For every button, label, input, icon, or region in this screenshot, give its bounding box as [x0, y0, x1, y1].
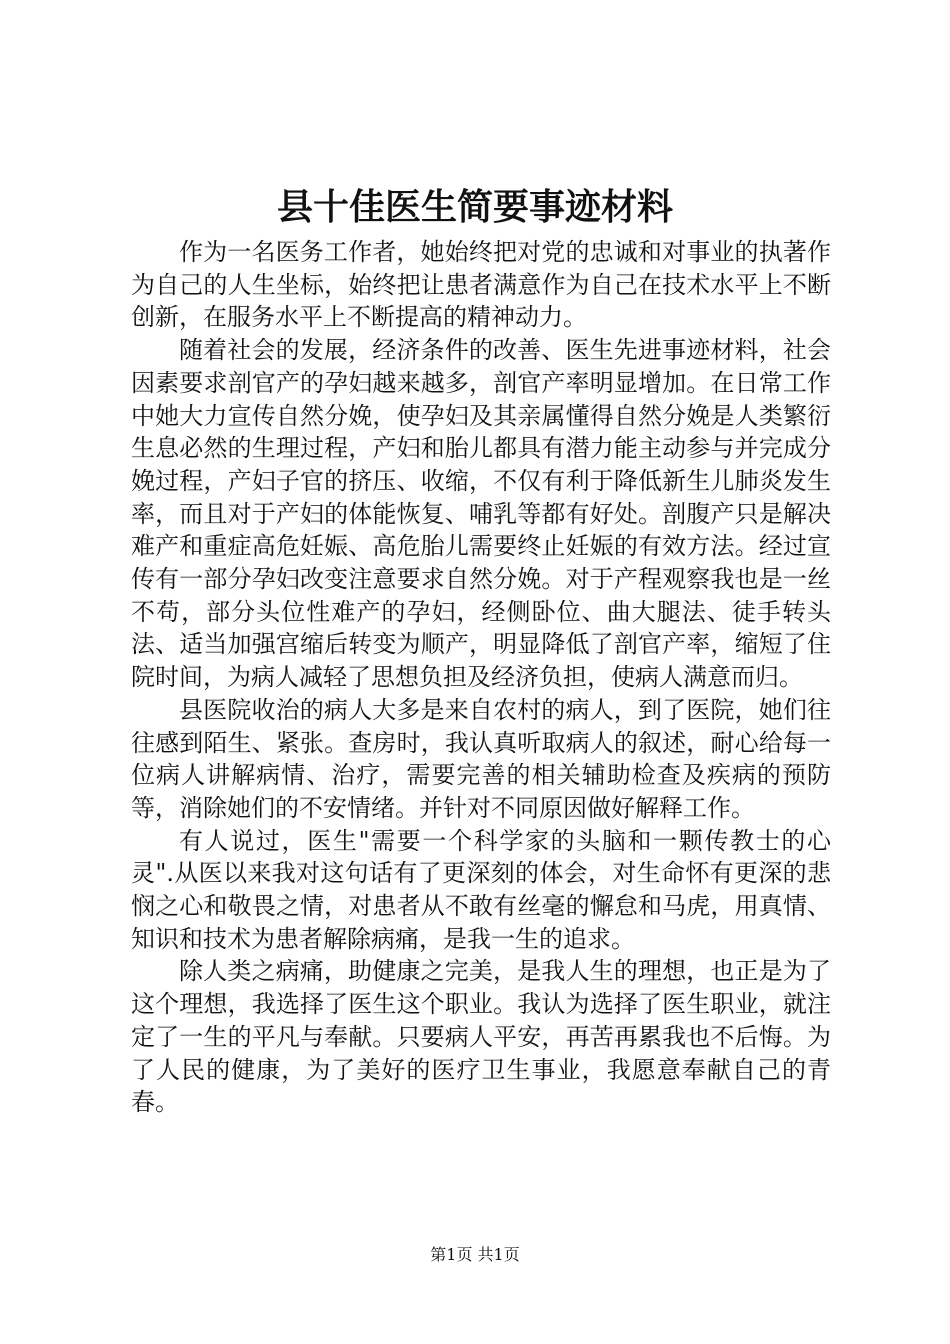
paragraph-1: 作为一名医务工作者，她始终把对党的忠诚和对事业的执著作为自己的人生坐标，始终把让患者满意作为自己在技术水平上不断创新，在服务水平上不断提高的精神动力。 — [131, 238, 831, 332]
paragraph-5: 除人类之病痛，助健康之完美，是我人生的理想，也正是为了这个理想，我选择了医生这个职业。我认为选择了医生职业，就注定了一生的平凡与奉献。只要病人平安，再苦再累我也不后悔。为了人民的健康，为了美好的医疗卫生事业，我愿意奉献自己的青春。 — [131, 957, 831, 1117]
paragraph-4: 有人说过，医生"需要一个科学家的头脑和一颗传教士的心灵".从医以来我对这句话有了更深刻的体会，对生命怀有更深的悲悯之心和敬畏之情，对患者从不敢有丝毫的懈怠和马虎，用真情、知识和技术为患者解除病痛，是我一生的追求。 — [131, 826, 831, 953]
paragraph-3: 县医院收治的病人大多是来自农村的病人，到了医院，她们往往感到陌生、紧张。查房时，我认真听取病人的叙述，耐心给每一位病人讲解病情、治疗，需要完善的相关辅助检查及疾病的预防等，消除她们的不安情绪。并针对不同原因做好解释工作。 — [131, 695, 831, 822]
paragraph-2: 随着社会的发展，经济条件的改善、医生先进事迹材料，社会因素要求剖官产的孕妇越来越多，剖官产率明显增加。在日常工作中她大力宣传自然分娩，使孕妇及其亲属懂得自然分娩是人类繁衍生息必然的生理过程，产妇和胎儿都具有潜力能主动参与并完成分娩过程，产妇子官的挤压、收缩，不仅有利于降低新生儿肺炎发生率，而且对于产妇的体能恢复、哺乳等都有好处。剖腹产只是解决难产和重症高危妊娠、高危胎儿需要终止妊娠的有效方法。经过宣传有一部分孕妇改变注意要求自然分娩。对于产程观察我也是一丝不苟，部分头位性难产的孕妇，经侧卧位、曲大腿法、徒手转头法、适当加强宫缩后转变为顺产，明显降低了剖官产率，缩短了住院时间，为病人减轻了思想负担及经济负担，使病人满意而归。 — [131, 336, 831, 692]
page-footer: 第1页 共1页 — [430, 1245, 520, 1264]
document-body — [131, 236, 831, 1119]
document-title: 县十佳医生简要事迹材料 — [276, 186, 673, 228]
